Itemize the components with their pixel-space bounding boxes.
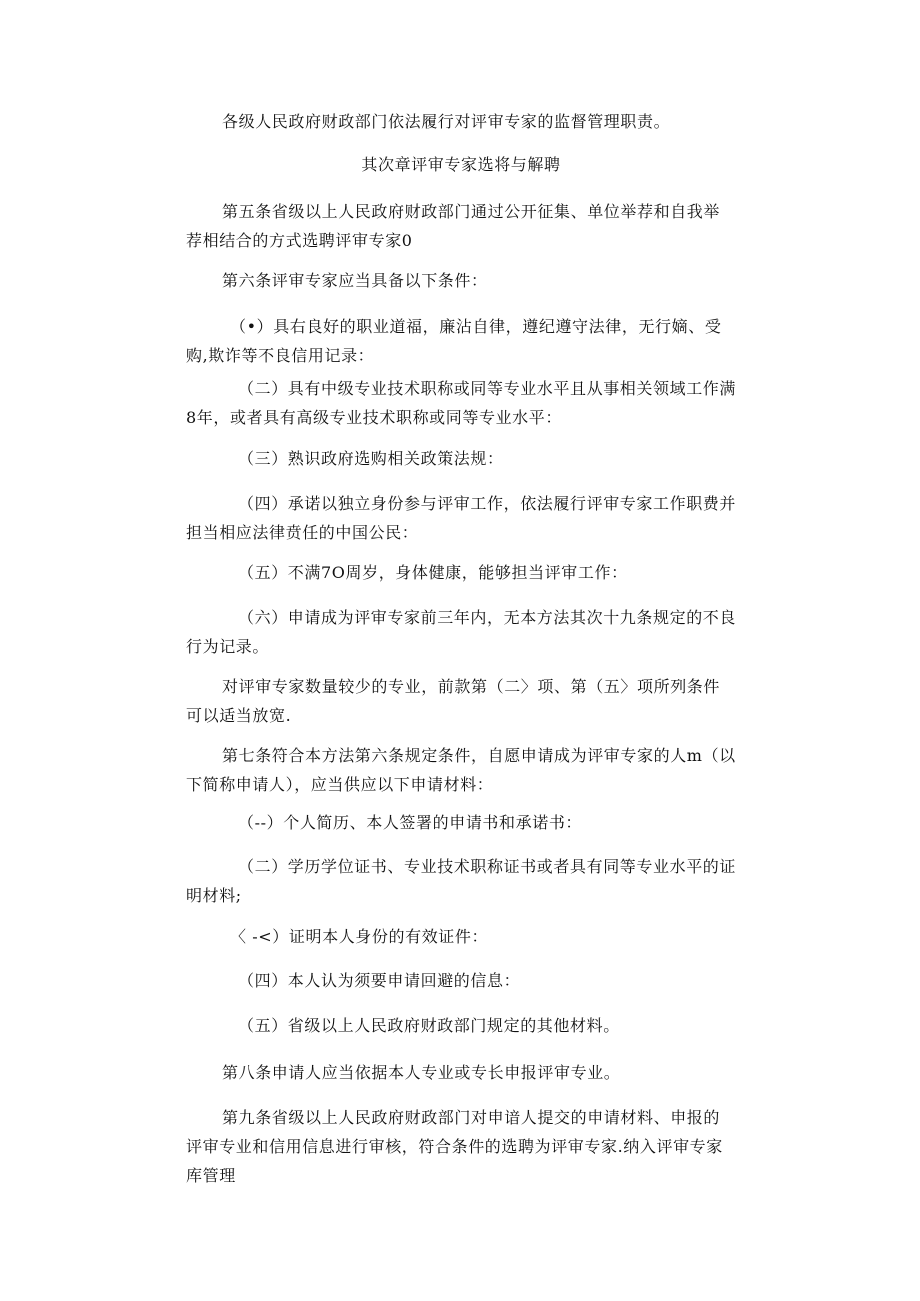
- article-6-item-2: （二）具有中级专业技术职称或同等专业水平且从事相关领域工作满8年，或者具有高级专业技术职称或同等专业水平：: [186, 379, 737, 427]
- chapter-heading: 其次章评审专家选将与解聘: [361, 155, 561, 174]
- article-5: 第五条省级以上人民政府财政部门通过公开征集、单位举荐和自我举荐相结合的方式选聘评审专家0: [186, 202, 721, 250]
- article-7-item-1: （--）个人简历、本人签署的申请书和承诺书：: [238, 813, 583, 832]
- paragraph-duty: 各级人民政府财政部门依法履行对评审专家的监督管理职责。: [222, 112, 671, 131]
- article-7-item-3: 〈 -<）证明本人身份的有效证件：: [230, 927, 489, 946]
- article-7-item-2: （二）学历学位证书、专业技术职称证书或者具有同等专业水平的证明材料;: [186, 857, 737, 905]
- article-7-item-5: （五）省级以上人民政府财政部门规定的其他材料。: [238, 1016, 620, 1035]
- article-6-item-3: （三）熟识政府选购相关政策法规：: [238, 449, 504, 468]
- article-6-item-5: （五）不满7O周岁，身体健康，能够担当评审工作：: [238, 563, 628, 582]
- article-7: 第七条符合本方法第六条规定条件，自愿申请成为评审专家的人m（以下简称申请人），应当供应以下申请材料：: [186, 746, 736, 794]
- article-8: 第八条申请人应当依据本人专业或专长申报评审专业。: [222, 1063, 621, 1082]
- article-7-item-4: （四）本人认为须要申请回避的信息：: [238, 971, 521, 990]
- article-6: 第六条评审专家应当具备以下条件：: [222, 271, 488, 290]
- article-6-note: 对评审专家数量较少的专业，前款第（二〉项、第（五〉项所列条件可以适当放宽.: [186, 677, 721, 725]
- article-9: 第九条省级以上人民政府财政部门对申谙人提交的申请材料、申报的评审专业和信用信息进行审核，符合条件的选聘为评审专家.纳入评审专家库管理: [186, 1108, 723, 1185]
- article-6-item-4: （四）承诺以独立身份参与评审工作，依法履行评审专家工作职费并担当相应法律贲任的中国公民：: [186, 494, 737, 542]
- article-6-item-1: （•）具右良好的职业道福，廉沾自律，遵纪遵守法律，无行嫡、受购,欺诈等不良信用记录：: [186, 317, 722, 365]
- article-6-item-6: （六）申请成为评审专家前三年内，无本方法其次十九条规定的不良行为记录。: [186, 608, 737, 656]
